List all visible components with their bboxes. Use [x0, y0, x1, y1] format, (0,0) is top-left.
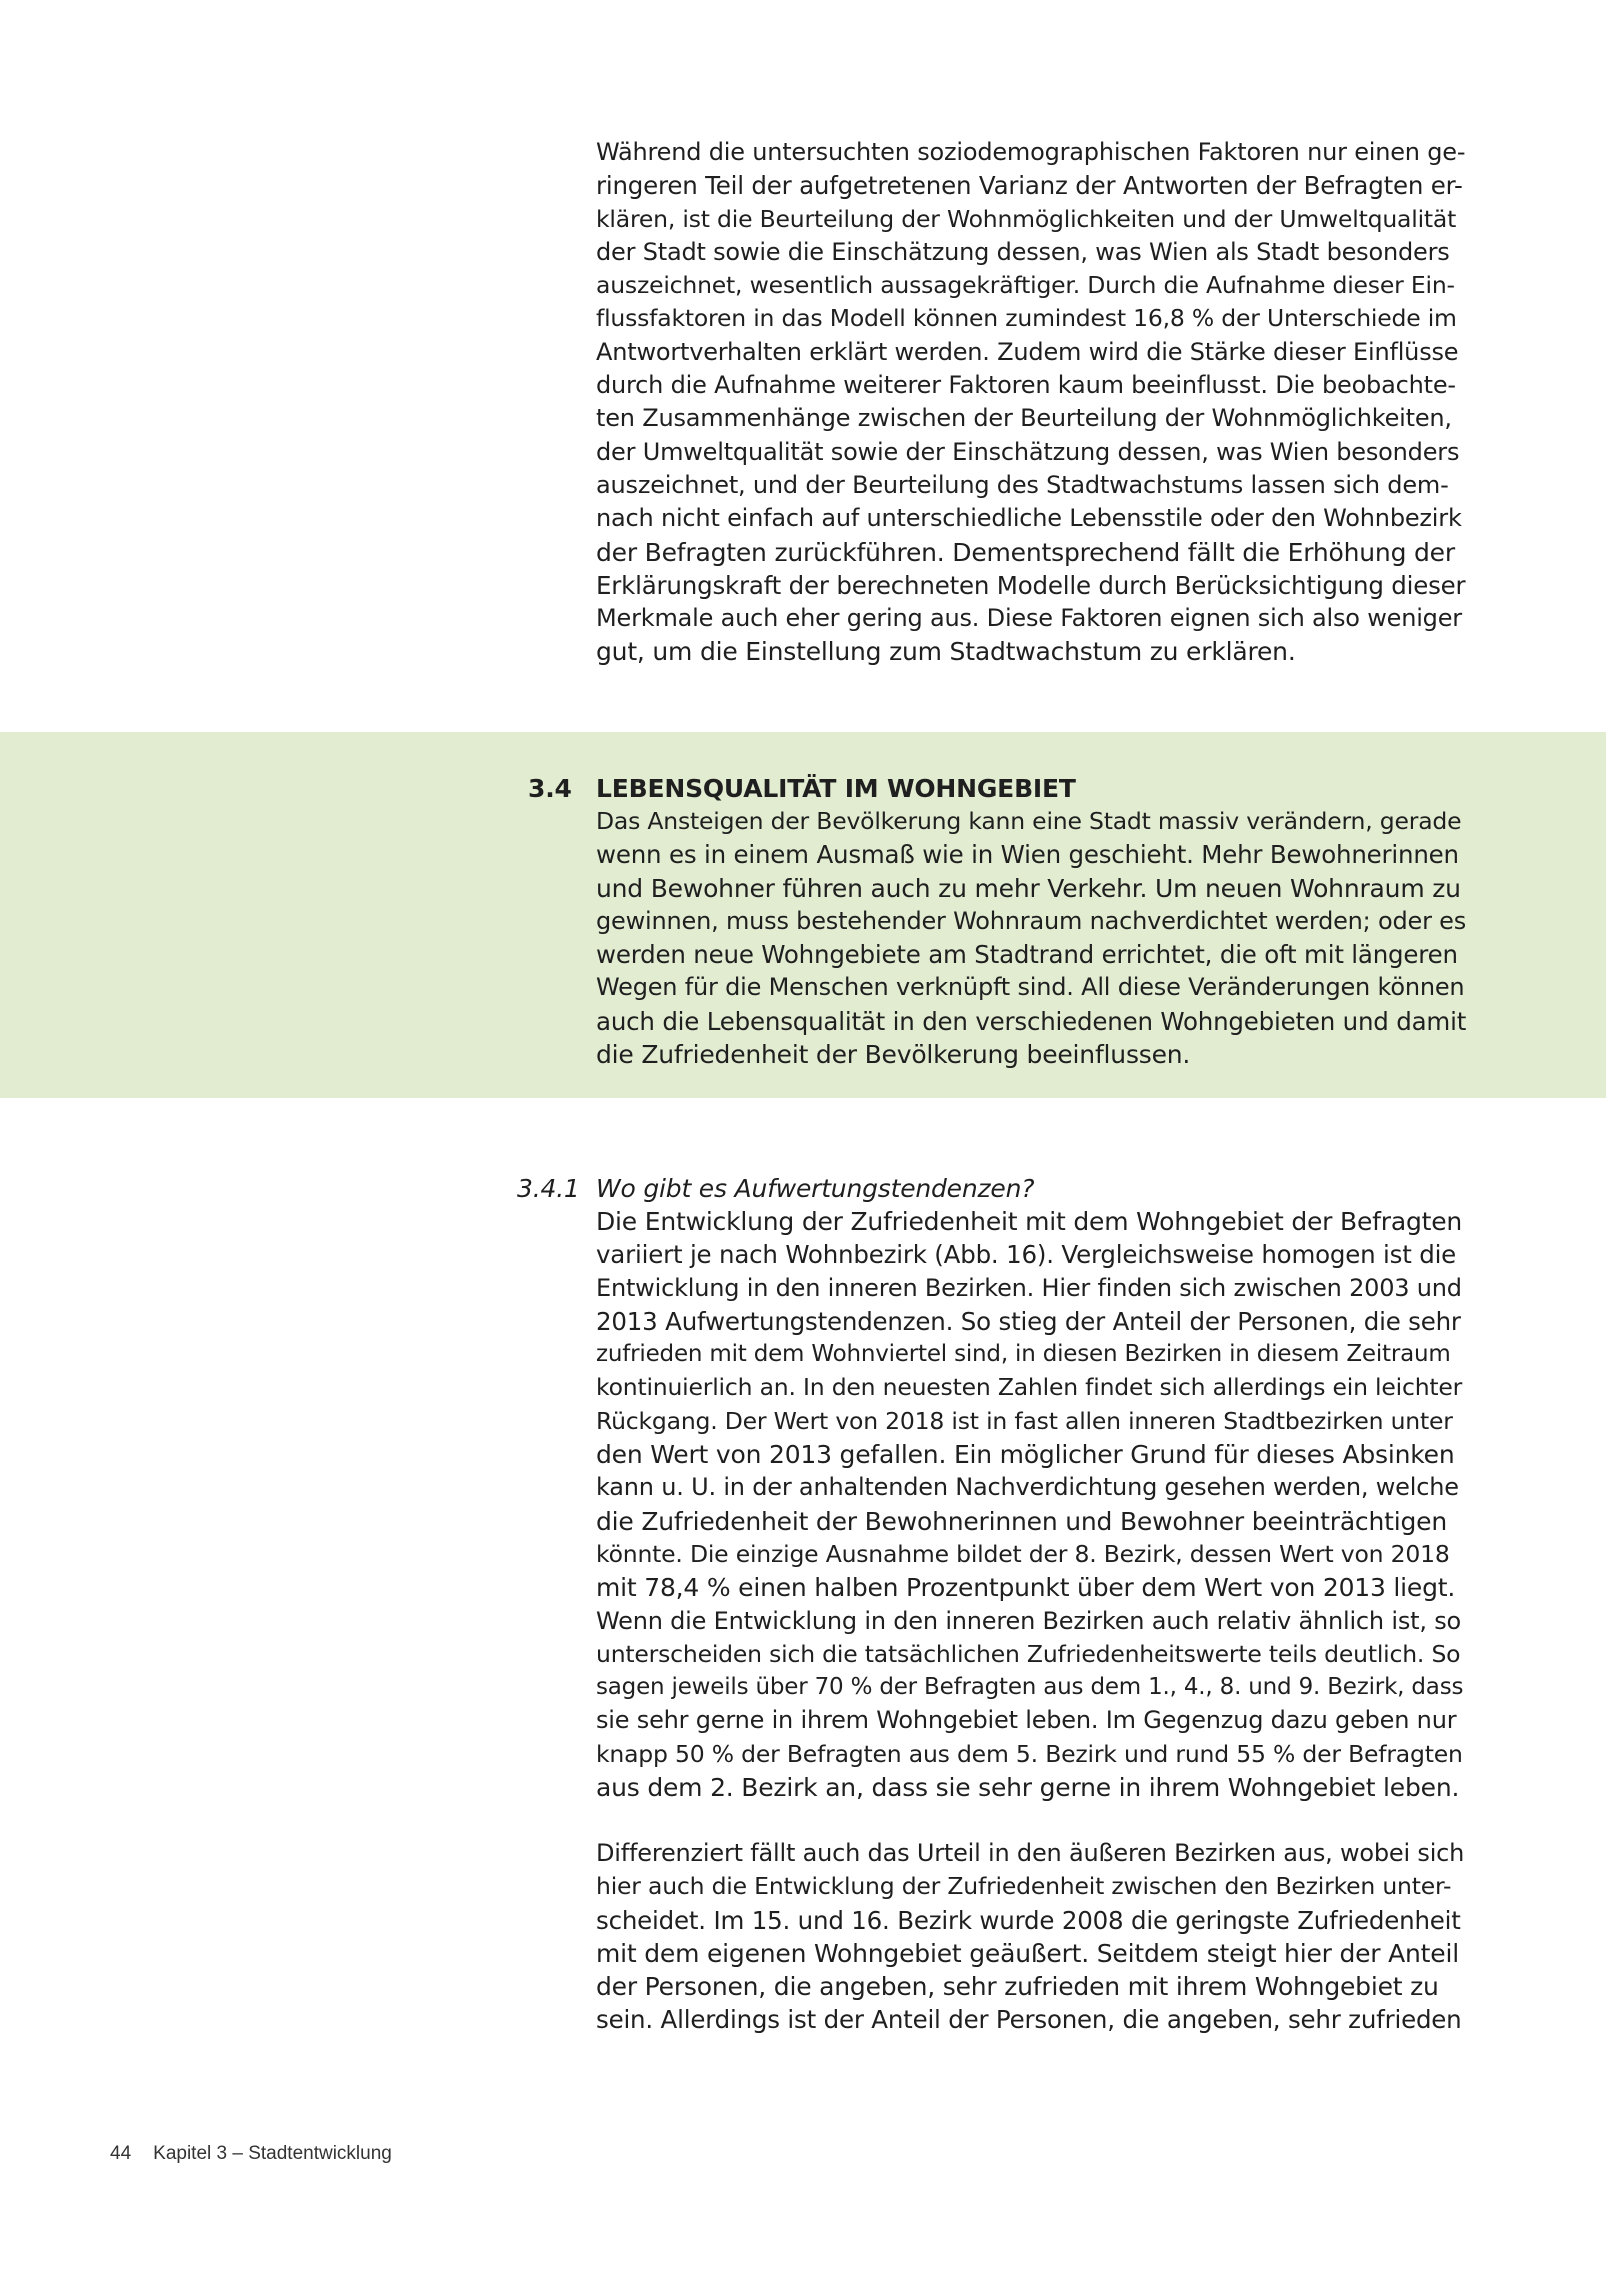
- text-line: auszeichnet, wesentlich aussagekräftiger. Durch die Aufnahme dieser Ein-: [596, 271, 1455, 300]
- intro-paragraph: [596, 136, 1466, 669]
- section-number: 3.4: [528, 774, 572, 803]
- text-line: scheidet. Im 15. und 16. Bezirk wurde 2008 die geringste Zufriedenheit: [596, 1905, 1461, 1935]
- text-line: variiert je nach Wohnbezirk (Abb. 16). Vergleichsweise homogen ist die: [596, 1240, 1457, 1270]
- text-line: werden neue Wohngebiete am Stadtrand errichtet, die oft mit längeren: [596, 940, 1458, 970]
- text-line: hier auch die Entwicklung der Zufriedenheit zwischen den Bezirken unter-: [596, 1872, 1452, 1901]
- text-line: kontinuierlich an. In den neuesten Zahlen findet sich allerdings ein leichter: [596, 1373, 1463, 1402]
- text-line: die Zufriedenheit der Bevölkerung beeinflussen.: [596, 1040, 1191, 1070]
- text-line: sein. Allerdings ist der Anteil der Personen, die angeben, sehr zufrieden: [596, 2005, 1462, 2035]
- text-line: Das Ansteigen der Bevölkerung kann eine Stadt massiv verändern, gerade: [596, 807, 1462, 835]
- text-line: Die Entwicklung der Zufriedenheit mit dem Wohngebiet der Befragten: [596, 1207, 1463, 1236]
- text-line: sie sehr gerne in ihrem Wohngebiet leben. Im Gegenzug dazu geben nur: [596, 1706, 1457, 1735]
- text-line: nach nicht einfach auf unterschiedliche Lebensstile oder den Wohnbezirk: [596, 504, 1462, 533]
- text-line: könnte. Die einzige Ausnahme bildet der 8. Bezirk, dessen Wert von 2018: [596, 1539, 1450, 1568]
- text-line: den Wert von 2013 gefallen. Ein möglicher Grund für dieses Absinken: [596, 1440, 1455, 1470]
- subsection-paragraph-1: [596, 1205, 1466, 1804]
- text-line: aus dem 2. Bezirk an, dass sie sehr gerne in ihrem Wohngebiet leben.: [596, 1773, 1460, 1803]
- text-line: Differenziert fällt auch das Urteil in den äußeren Bezirken aus, wobei sich: [596, 1839, 1465, 1867]
- text-line: flussfaktoren in das Modell können zumindest 16,8 % der Unterschiede im: [596, 304, 1457, 333]
- text-line: Entwicklung in den inneren Bezirken. Hier finden sich zwischen 2003 und: [596, 1273, 1462, 1302]
- text-line: mit 78,4 % einen halben Prozentpunkt über dem Wert von 2013 liegt.: [596, 1573, 1456, 1603]
- text-line: und Bewohner führen auch zu mehr Verkehr. Um neuen Wohnraum zu: [596, 873, 1461, 903]
- text-line: klären, ist die Beurteilung der Wohnmöglichkeiten und der Umweltqualität: [596, 204, 1457, 233]
- text-line: sagen jeweils über 70 % der Befragten aus dem 1., 4., 8. und 9. Bezirk, dass: [596, 1674, 1464, 1701]
- text-line: kann u. U. in der anhaltenden Nachverdichtung gesehen werden, welche: [596, 1473, 1459, 1502]
- text-line: auszeichnet, und der Beurteilung des Stadtwachstums lassen sich dem-: [596, 470, 1449, 499]
- text-line: durch die Aufnahme weiterer Faktoren kaum beeinflusst. Die beobachte-: [596, 371, 1456, 400]
- text-line: Rückgang. Der Wert von 2018 ist in fast allen inneren Stadtbezirken unter: [596, 1406, 1453, 1435]
- text-line: 2013 Aufwertungstendenzen. So stieg der Anteil der Personen, die sehr: [596, 1306, 1461, 1336]
- text-line: ringeren Teil der aufgetretenen Varianz der Antworten der Befragten er-: [596, 171, 1463, 201]
- text-line: knapp 50 % der Befragten aus dem 5. Bezirk und rund 55 % der Befragten: [596, 1739, 1463, 1768]
- text-line: der Befragten zurückführen. Dementsprechend fällt die Erhöhung der: [596, 537, 1455, 567]
- text-line: zufrieden mit dem Wohnviertel sind, in diesen Bezirken in diesem Zeitraum: [596, 1341, 1451, 1368]
- text-line: gut, um die Einstellung zum Stadtwachstum zu erklären.: [596, 637, 1296, 667]
- text-line: die Zufriedenheit der Bewohnerinnen und Bewohner beeinträchtigen: [596, 1506, 1447, 1536]
- text-line: Antwortverhalten erklärt werden. Zudem wird die Stärke dieser Einflüsse: [596, 337, 1459, 366]
- text-line: Merkmale auch eher gering aus. Diese Faktoren eignen sich also weniger: [596, 604, 1462, 633]
- text-line: unterscheiden sich die tatsächlichen Zufriedenheitswerte teils deutlich. So: [596, 1639, 1461, 1668]
- subsection-title: Wo gibt es Aufwertungstendenzen?: [596, 1174, 1035, 1203]
- section-3-4-paragraph: [596, 805, 1466, 1071]
- chapter-label: Kapitel 3 – Stadtentwicklung: [153, 2143, 392, 2164]
- text-line: auch die Lebensqualität in den verschiedenen Wohngebieten und damit: [596, 1006, 1467, 1036]
- subsection-number: 3.4.1: [517, 1174, 580, 1203]
- text-line: wenn es in einem Ausmaß wie in Wien geschieht. Mehr Bewohnerinnen: [596, 840, 1459, 870]
- text-line: der Stadt sowie die Einschätzung dessen, was Wien als Stadt besonders: [596, 237, 1450, 266]
- text-line: gewinnen, muss bestehender Wohnraum nachverdichtet werden; oder es: [596, 906, 1467, 935]
- text-line: Wegen für die Menschen verknüpft sind. All diese Veränderungen können: [596, 973, 1465, 1002]
- text-line: Während die untersuchten soziodemographischen Faktoren nur einen ge-: [596, 138, 1466, 166]
- text-line: Wenn die Entwicklung in den inneren Bezirken auch relativ ähnlich ist, so: [596, 1606, 1461, 1635]
- text-line: der Umweltqualität sowie der Einschätzung dessen, was Wien besonders: [596, 437, 1460, 466]
- text-line: mit dem eigenen Wohngebiet geäußert. Seitdem steigt hier der Anteil: [596, 1938, 1459, 1968]
- subsection-paragraph-2: [596, 1837, 1466, 2037]
- text-line: ten Zusammenhänge zwischen der Beurteilung der Wohnmöglichkeiten,: [596, 404, 1452, 433]
- page-footer: [110, 2142, 392, 2166]
- page-number: 44: [110, 2143, 132, 2164]
- text-line: der Personen, die angeben, sehr zufrieden mit ihrem Wohngebiet zu: [596, 1972, 1439, 2002]
- section-title: LEBENSQUALITÄT IM WOHNGEBIET: [596, 774, 1076, 803]
- text-line: Erklärungskraft der berechneten Modelle durch Berücksichtigung dieser: [596, 570, 1466, 600]
